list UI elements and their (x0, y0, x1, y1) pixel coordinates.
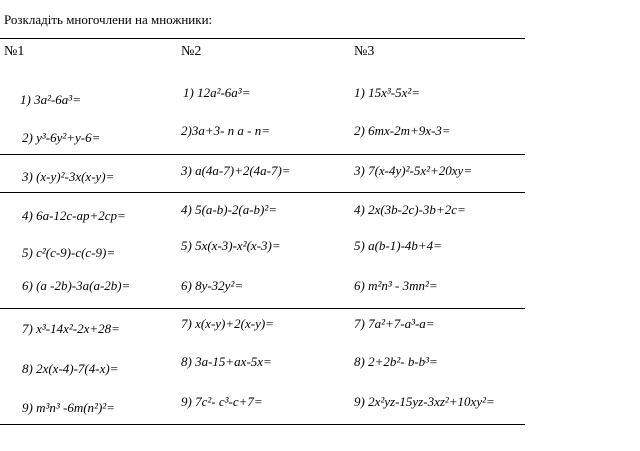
exercise-2-2: 2)3a+3- n a - n= (181, 123, 271, 138)
exercise-1-2: 2) y³-6y²+y-6= (22, 130, 101, 145)
exercise-1-5: 5) c²(c-9)-c(c-9)= (22, 245, 116, 260)
divider (0, 308, 525, 309)
exercise-3-6: 6) m²n³ - 3mn²= (354, 278, 438, 293)
exercise-1-4: 4) 6a-12c-ap+2cp= (22, 208, 126, 223)
exercise-1-9: 9) m³n³ -6m(n²)²= (22, 400, 115, 415)
exercise-1-7: 7) x³-14x²-2x+28= (22, 321, 120, 336)
column-header-1: №1 (4, 44, 25, 59)
exercise-3-4: 4) 2x(3b-2c)-3b+2c= (354, 202, 466, 217)
column-header-2: №2 (181, 44, 202, 59)
exercise-2-6: 6) 8y-32y²= (181, 278, 244, 293)
exercise-2-5: 5) 5x(x-3)-x²(x-3)= (181, 238, 281, 253)
exercise-1-8: 8) 2x(x-4)-7(4-x)= (22, 361, 119, 376)
column-header-3: №3 (354, 44, 375, 59)
exercise-3-5: 5) a(b-1)-4b+4= (354, 238, 442, 253)
exercise-3-9: 9) 2x²yz-15yz-3xz²+10xy²= (354, 394, 495, 409)
exercise-3-3: 3) 7(x-4y)²-5x²+20xy= (354, 163, 473, 178)
exercise-3-8: 8) 2+2b²- b-b³= (354, 354, 438, 369)
divider (0, 192, 525, 193)
exercise-2-8: 8) 3a-15+ax-5x= (181, 354, 272, 369)
divider (0, 424, 525, 425)
exercise-3-2: 2) 6mx-2m+9x-3= (354, 123, 451, 138)
exercise-2-1: 1) 12a²-6a³= (183, 85, 251, 100)
exercise-3-7: 7) 7a²+7-a³-a= (354, 316, 435, 331)
exercise-1-6: 6) (a -2b)-3a(a-2b)= (22, 278, 131, 293)
exercise-2-7: 7) x(x-y)+2(x-y)= (181, 316, 274, 331)
exercise-2-4: 4) 5(a-b)-2(a-b)²= (181, 202, 278, 217)
divider (0, 154, 525, 155)
exercise-1-3: 3) (x-y)²-3x(x-y)= (22, 169, 115, 184)
exercise-2-3: 3) a(4a-7)+2(4a-7)= (181, 163, 291, 178)
page-title: Розкладіть многочлени на множники: (4, 12, 213, 27)
exercise-2-9: 9) 7c²- c³-c+7= (181, 394, 263, 409)
exercise-3-1: 1) 15x³-5x²= (354, 85, 421, 100)
exercise-1-1: 1) 3a²-6a³= (20, 92, 81, 107)
divider (0, 38, 525, 39)
